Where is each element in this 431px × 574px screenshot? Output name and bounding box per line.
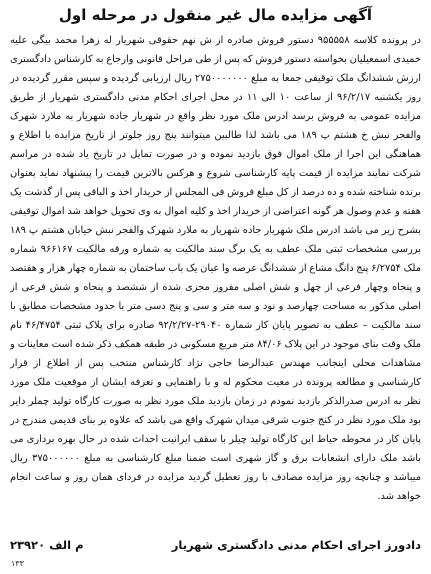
issuer-signature: دادورز اجرای احکام مدنی دادگستری شهریار: [171, 538, 421, 552]
notice-title: آگهی مزایده مال غیر منقول در مرحله اول: [58, 6, 373, 24]
page-code: ۱۳۳: [11, 559, 24, 568]
notice-body: در پرونده کلاسه ۹۵۵۵۵۸ دستور فروش صادره از ش نهم حقوقی شهریار له زهرا محمد بیگی علیه خمیدی اسمعیلیان بخواسته دستور فروش که پس از طی مراحل قانونی وارجاع به کارشناس دادگستری ارزش ششدانگ ملک توقیفی جمعا به مبلغ ۲۷۵۰۰۰۰۰۰۰ ریال ارزیابی گردیده و سپس مقرر گردیده در روز یکشنبه ۹۶/۲/۱۷ از ساعت ۱۰ الی ۱۱ در محل اجرای احکام مدنی دادگستری شهریار از طریق مزایده عمومی به فروش برسد ادرس ملک مورد نظر واقع در شهریار جاده شهریار به ملارد شهرک والفجر نبش خ هشتم پ ۱۸۹ می باشد لذا طالبین میتوانند پنج روز جلوتر از تاریخ مزایده با اطلاع و هماهنگی این اجرا از ملک اموال فوق بازدید نموده و در صورت تمایل در تاریخ یاد شده در مراسم شرکت نمایند مزایده از قیمت پایه کارشناسی شروع و هرکس بالاترین قیمت را پیشنهاد نماید بعنوان برنده شناخته شده و ده درصد از کل مبلغ فروش فی المجلس از خریدار اخذ و الباقی پس از گذشت یک هفته و عدم وصول هر گونه اعتراضی از خریدار اخذ و کلیه اموال به وی تحویل خواهد شد اموال توقیفی بشرح زیر می باشد ادرس ملک شهریار جاده شهریار به ملارد شهرک والفجر نبش خیابان هشتم پ ۱۸۹ بررسی مشخصات ثبتی ملک عطف به یک برگ سند مالکیت به شماره ورقه مالکیت ۹۶۶۱۶۷ شماره ملک ۶/۲۷۵۴ پنج دانگ مشاع از ششدانگ عرصه وا عیان یک باب ساختمان به شماره چهار هزار و هفتصد و پنجاه وچهار فرعی از چهل و شش اصلی مفروز مجزی شده از ششصد و پنجاه و شش فرعی از اصلی مذکور به مساحت چهارصد و نود و سه متر و سی و پنج دسی متر با حدود مشخصات مطابق با سند مالکیت – عطف به تصویر پایان کار شماره ۲۹۰۴۰-۹۲/۲/۲۷ صادره برای پلاک ثبتی ۴۶/۴۷۵۴ نام ملک وقت بنای موجود در این پلاک ۸۴/۰۶ متر مربع مسکونی در طبقه همکف ذکر شده است معاینات و مشاهدات محلی اینجانب مهندس عبدالرضا حاجی نژاد کارشناس منتخب پس از اطلاع از قرار کارشناسی و مطالعه پرونده در معیت محکوم له و با راهنمایی و تعرفه ایشان از موقعیت ملک مورد نظر به ادرس صدرالذکر بازدید نمودم در زمان بازدید ملک مورد نظر به صورت کارگاه تولید چملر دایر بود ملک مورد نظر در کنج جنوب شرقی میدان شهرک واقع می باشد که علاوه بر بنای قدیمی مندرج در پایان کار در محوطه حیاط این کارگاه تولید چیلر با سقف ایرانیت احداث شده در حال بهره برداری می باشد ملک دارای انشعابات برق و گاز شهری است ضمنا مبلغ کارشناسی به مبلغ ۳۷۵۰۰۰۰۰۰ ریال میباشد و چنانچه روز مزایده مصادف با روز تعطیل گردید مزایده در فردای همان روز و ساعت انجام خواهد شد.: [10, 35, 421, 502]
notice-footer: [10, 536, 421, 554]
reference-number: م الف ۲۳۹۲۰: [10, 538, 84, 552]
